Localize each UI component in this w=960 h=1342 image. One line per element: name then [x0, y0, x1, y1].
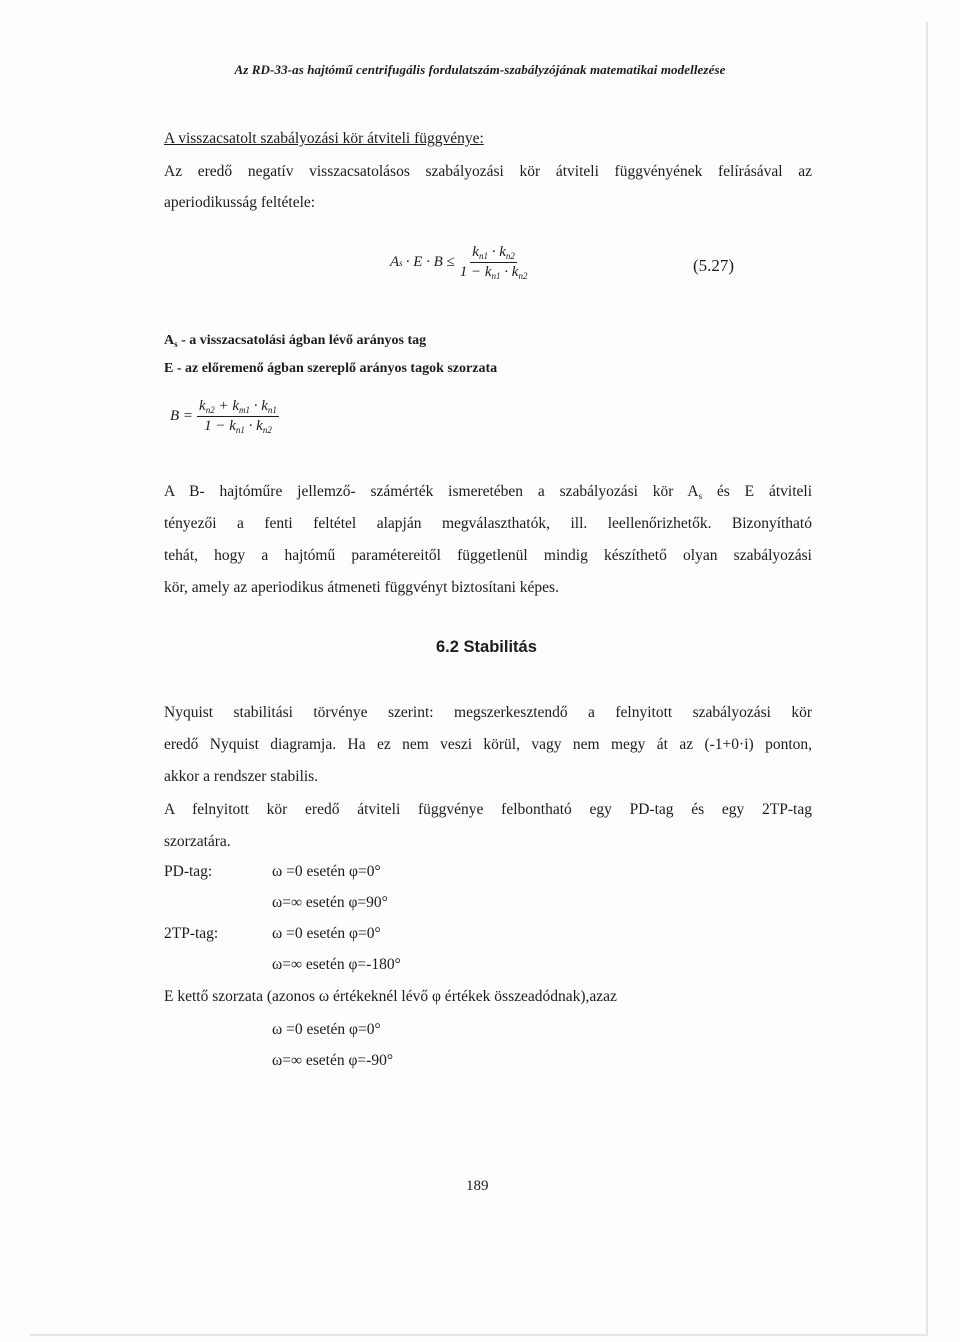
eq1-den-sub2: n2: [518, 271, 528, 281]
def-as-sub: s: [174, 339, 178, 349]
product-row2: ω=∞ esetén φ=-90°: [272, 1052, 394, 1069]
p1-line1-sub: s: [698, 491, 703, 501]
eq2-num-dot: · k: [250, 398, 268, 414]
eq2-num-sub3: n1: [267, 405, 277, 415]
definition-as: [164, 332, 426, 353]
eq2-den-dot: · k: [244, 418, 263, 434]
eq2-den-sub2: n2: [262, 425, 272, 435]
tp-tag-label: 2TP-tag:: [164, 925, 219, 942]
eq2-den-k: 1 − k: [204, 418, 236, 434]
paragraph1-line4: kör, amely az aperiodikus átmeneti függvényt biztosítani képes.: [164, 579, 559, 596]
intro-line-1: Az eredő negatív visszacsatolásos szabályozási kör átviteli függvényének felírásával az: [164, 163, 812, 180]
paragraph1-line3: tehát, hogy a hajtómű paramétereitől függetlenül mindig készíthető olyan szabályozási: [164, 547, 812, 564]
definition-e: E - az előremenő ágban szereplő arányos tagok szorzata: [164, 361, 498, 376]
eq2-numerator: [197, 398, 279, 417]
eq2-denominator: [202, 417, 274, 435]
equation-aperiodicity: [390, 244, 529, 281]
section-heading-stability: 6.2 Stabilitás: [436, 638, 537, 656]
eq1-mid: · E · B ≤: [405, 254, 455, 270]
pd-tag-row2: ω=∞ esetén φ=90°: [272, 894, 388, 911]
equation-number: (5.27): [693, 256, 735, 275]
tp-tag-row1: ω =0 esetén φ=0°: [272, 925, 381, 942]
eq2-num-sub2: m1: [239, 405, 250, 415]
eq2-num-sub1: n2: [205, 405, 215, 415]
eq2-num-mid: + k: [214, 398, 239, 414]
eq1-den-k: 1 − k: [459, 264, 492, 280]
eq1-den-dot: · k: [500, 264, 519, 280]
eq2-num-k: k: [199, 398, 206, 414]
paragraph3-line1: A felnyitott kör eredő átviteli függvénye felbontható egy PD-tag és egy 2TP-tag: [164, 801, 812, 818]
product-line: E kettő szorzata (azonos ω értékeknél lévő φ értékek összeadódnak),azaz: [164, 988, 617, 1005]
p1-line1-a: A B- hajtóműre jellemző- számérték ismeretében a szabályozási kör A: [164, 483, 699, 500]
eq1-num-sub2: n2: [505, 251, 515, 261]
eq1-denominator: [458, 263, 530, 281]
paragraph2-line1: Nyquist stabilitási törvénye szerint: megszerkesztendő a felnyitott szabályozási kör: [164, 704, 812, 721]
page-border: [30, 22, 928, 1336]
eq1-fraction: [458, 244, 530, 281]
product-row1: ω =0 esetén φ=0°: [272, 1021, 381, 1038]
paragraph2-line3: akkor a rendszer stabilis.: [164, 768, 319, 785]
paragraph2-line2: eredő Nyquist diagramja. Ha ez nem veszi körül, vagy nem megy át az (-1+0·i) ponton,: [164, 736, 812, 753]
pd-tag-row1: ω =0 esetén φ=0°: [272, 863, 381, 880]
eq1-lhs: A: [390, 254, 400, 270]
tp-tag-row2: ω=∞ esetén φ=-180°: [272, 956, 401, 973]
pd-tag-label: PD-tag:: [164, 863, 213, 880]
eq1-num-k: k: [472, 244, 479, 260]
def-as-prefix: A: [164, 333, 175, 348]
running-header: Az RD-33-as hajtómű centrifugális fordulatszám-szabályzójának matematikai modellezése: [234, 62, 726, 77]
intro-line-2: aperiodikusság feltétele:: [164, 194, 316, 211]
def-as-text: - a visszacsatolási ágban lévő arányos tag: [177, 333, 427, 348]
eq1-lhs-sub: s: [399, 257, 403, 268]
equation-b: [170, 398, 279, 435]
page-number: 189: [466, 1178, 489, 1194]
eq2-fraction: [197, 398, 279, 435]
paragraph1-line1: [164, 483, 812, 505]
paragraph1-line2: tényezői a fenti feltétel alapján megválaszthatók, ill. leellenőrizhetők. Bizonyítható: [164, 515, 812, 532]
eq1-numerator: [470, 244, 517, 263]
eq1-num-dot: · k: [487, 244, 506, 260]
section-title: A visszacsatolt szabályozási kör átviteli függvénye:: [164, 130, 484, 147]
eq1-num-sub1: n1: [478, 251, 488, 261]
eq1-den-sub1: n1: [491, 271, 501, 281]
paragraph3-line2: szorzatára.: [164, 833, 231, 850]
eq2-lhs: B =: [170, 408, 194, 424]
eq2-den-sub1: n1: [235, 425, 245, 435]
p1-line1-b: és E átviteli: [702, 483, 812, 500]
